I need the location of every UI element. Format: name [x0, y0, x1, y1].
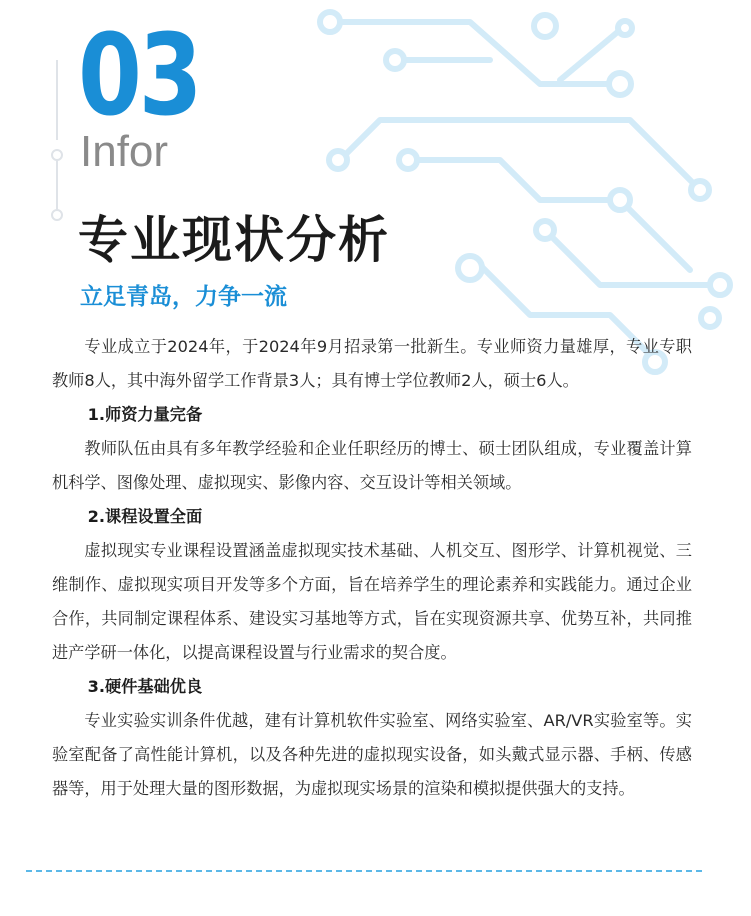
- section-number: 03: [78, 11, 200, 141]
- section-text-faculty: 教师队伍由具有多年教学经验和企业任职经历的博士、硕士团队组成，专业覆盖计算机科学、图像处理、虚拟现实、影像内容、交互设计等相关领域。: [52, 439, 692, 492]
- page-title: 专业现状分析: [78, 211, 390, 269]
- intro-paragraph: 专业成立于2024年，于2024年9月招录第一批新生。专业师资力量雄厚，专业专职教师8人，其中海外留学工作背景3人；具有博士学位教师2人，硕士6人。: [52, 337, 692, 390]
- article-body: [52, 330, 692, 806]
- section-english-label: Infor: [80, 127, 169, 176]
- section-text-curriculum: 虚拟现实专业课程设置涵盖虚拟现实技术基础、人机交互、图形学、计算机视觉、三维制作、虚拟现实项目开发等多个方面，旨在培养学生的理论素养和实践能力。通过企业合作，共同制定课程体系、建设实习基地等方式，旨在实现资源共享、优势互补，共同推进产学研一体化，以提高课程设置与行业需求的契合度。: [52, 541, 692, 662]
- section-heading-hardware: 3.硬件基础优良: [87, 677, 203, 696]
- section-heading-faculty: 1.师资力量完备: [87, 405, 203, 424]
- section-text-hardware: 专业实验实训条件优越，建有计算机软件实验室、网络实验室、AR/VR实验室等。实验室配备了高性能计算机，以及各种先进的虚拟现实设备，如头戴式显示器、手柄、传感器等，用于处理大量的图形数据，为虚拟现实场景的渲染和模拟提供强大的支持。: [52, 711, 692, 798]
- page-subtitle: 立足青岛，力争一流: [80, 284, 287, 310]
- footer-divider: [26, 870, 702, 872]
- section-heading-curriculum: 2.课程设置全面: [87, 507, 203, 526]
